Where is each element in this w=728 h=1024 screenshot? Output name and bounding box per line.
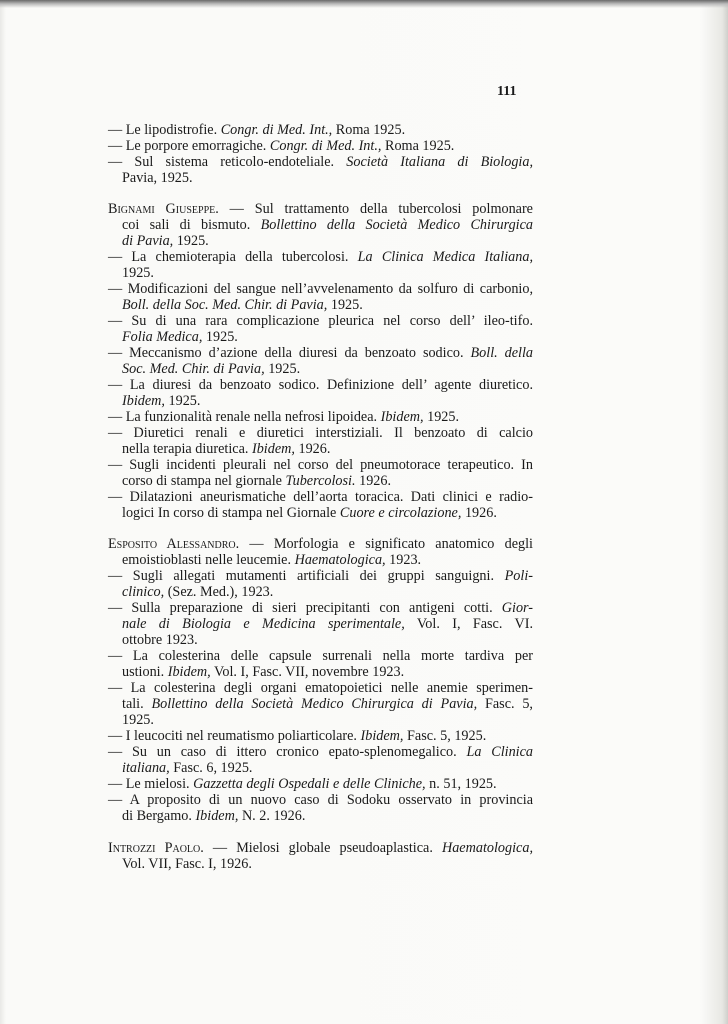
entry-text: — Morfologia e significato anatomico degli — [239, 536, 533, 552]
page-number: 111 — [497, 84, 517, 99]
journal-title: Haematologica, — [294, 552, 386, 568]
bibliography-entry-line — [108, 680, 533, 696]
entry-text: — I leucociti nel reumatismo poliarticolare. — [108, 728, 361, 744]
bibliography-entry-line — [122, 616, 533, 632]
journal-title: Ibidem, — [167, 664, 211, 680]
entry-text: — Le porpore emorragiche. — [108, 138, 270, 154]
bibliography-entry-line — [108, 425, 533, 441]
entry-text: — Le mielosi. — [108, 776, 194, 792]
author-name: Introzzi Paolo. — [108, 840, 204, 856]
journal-title: Congr. di Med. Int., — [220, 122, 333, 138]
entry-text: 1925. — [202, 329, 238, 345]
bibliography-entry-line — [122, 584, 273, 600]
entry-text: 1926. — [355, 473, 392, 489]
journal-title: nale di Biologia e Medicina sperimentale, — [122, 616, 405, 632]
bibliography-entry-line — [122, 265, 154, 281]
entry-text: nella terapia diuretica. — [122, 441, 252, 457]
entry-text: Vol. VII, Fasc. I, 1926. — [122, 856, 252, 872]
bibliography-entry-line — [122, 393, 200, 409]
journal-title: Haematologica, — [441, 840, 533, 856]
entry-text: — Su un caso di ittero cronico epato-splenomegalico. — [108, 744, 467, 760]
journal-title: Poli- — [504, 568, 533, 584]
author-name: Esposito Alessandro. — [108, 536, 240, 552]
entry-text: Pavia, 1925. — [122, 170, 193, 186]
entry-text: — Sulla preparazione di sieri precipitanti con antigeni cotti. — [108, 600, 502, 616]
bibliography-entry-line — [108, 313, 533, 329]
bibliography-entry-line — [108, 792, 533, 808]
entry-text: 1925. — [122, 712, 154, 728]
scan-edge — [0, 0, 728, 8]
entry-text: di Bergamo. — [122, 808, 196, 824]
bibliography-entry-line — [122, 361, 300, 377]
entry-text: 1926. — [461, 505, 497, 521]
entry-text: — La chemioterapia della tubercolosi. — [108, 249, 358, 265]
bibliography-entry-line — [122, 473, 391, 489]
journal-title: Cuore e circolazione, — [339, 505, 462, 521]
journal-title: Tubercolosi. — [285, 473, 356, 489]
entry-text: — A proposito di un nuovo caso di Sodoku osservato in provincia — [108, 792, 533, 808]
journal-title: Società Italiana di Biologia, — [346, 154, 533, 170]
bibliography-entry-line — [122, 696, 533, 712]
entry-text: logici In corso di stampa nel Giornale — [122, 505, 340, 521]
entry-text: 1923. — [385, 552, 422, 568]
entry-text: — Mielosi globale pseudoaplastica. — [203, 840, 442, 856]
entry-text: 1925. — [173, 233, 209, 249]
bibliography-entry-line — [122, 856, 252, 872]
entry-text: — Modificazioni del sangue nell’avvelenamento da solfuro di carbonio, — [108, 281, 533, 297]
journal-title: clinico, — [122, 584, 165, 600]
journal-title: Soc. Med. Chir. di Pavia, — [122, 361, 265, 377]
journal-title: Ibidem, — [195, 808, 239, 824]
entry-text: — Sul sistema reticolo-endoteliale. — [108, 154, 347, 170]
bibliography-entry-line — [108, 345, 533, 361]
bibliography-entry-line — [122, 441, 330, 457]
bibliography-entry-line — [122, 217, 533, 233]
bibliography-entry-line — [122, 552, 421, 568]
entry-text: tali. — [122, 696, 152, 712]
entry-text: Fasc. 5, 1925. — [403, 728, 487, 744]
bibliography-entry-line — [108, 409, 459, 425]
bibliography-entry-line — [108, 648, 533, 664]
journal-title: di Pavia, — [122, 233, 174, 249]
bibliography-entry-line — [108, 840, 533, 856]
entry-text: Fasc. 5, — [477, 696, 533, 712]
entry-text: — La colesterina degli organi ematopoietici nelle anemie sperimen- — [108, 680, 533, 696]
entry-text: Vol. I, Fasc. VI. — [404, 616, 533, 632]
bibliography-entry-line — [108, 489, 533, 505]
entry-text: 1925. — [164, 393, 201, 409]
bibliography-entry-line — [122, 170, 193, 186]
entry-text: Fasc. 6, 1925. — [169, 760, 253, 776]
entry-text: — Meccanismo d’azione della diuresi da benzoato sodico. — [108, 345, 471, 361]
entry-text: — Diuretici renali e diuretici interstiziali. Il benzoato di calcio — [108, 425, 533, 441]
entry-text: — Sugli incidenti pleurali nel corso del pneumotorace terapeutico. In — [108, 457, 533, 473]
entry-text: corso di stampa nel giornale — [122, 473, 286, 489]
journal-title: Bollettino della Società Medico Chirurgica — [260, 217, 533, 233]
journal-title: Bollettino della Società Medico Chirurgica di Pavia, — [151, 696, 478, 712]
entry-text: ustioni. — [122, 664, 168, 680]
journal-title: italiana, — [122, 760, 170, 776]
bibliography-entry-line — [122, 632, 198, 648]
journal-title: Gior- — [501, 600, 533, 616]
bibliography-entry-line — [122, 329, 238, 345]
bibliography-entry-line — [108, 536, 533, 552]
bibliography-entry-line — [122, 664, 404, 680]
entry-text: 1925. — [327, 297, 363, 313]
bibliography-entry-line — [122, 808, 305, 824]
bibliography-entry-line — [108, 744, 533, 760]
journal-title: Congr. di Med. Int., — [269, 138, 382, 154]
entry-text: ottobre 1923. — [122, 632, 198, 648]
entry-text: — La funzionalità renale nella nefrosi lipoidea. — [108, 409, 381, 425]
journal-title: Folia Medica, — [122, 329, 203, 345]
bibliography-entry-line — [122, 760, 252, 776]
entry-text: Roma 1925. — [381, 138, 455, 154]
entry-text: — Su di una rara complicazione pleurica nel corso dell’ ileo-tifo. — [108, 313, 533, 329]
entry-text: 1926. — [294, 441, 331, 457]
bibliography-entry-line — [122, 712, 154, 728]
bibliography-entry-line — [122, 233, 209, 249]
entry-text: — Le lipodistrofie. — [108, 122, 221, 138]
bibliography-entry-line — [108, 249, 533, 265]
journal-title: Ibidem, — [380, 409, 424, 425]
author-name: Bignami Giuseppe. — [108, 201, 219, 217]
journal-title: Boll. della Soc. Med. Chir. di Pavia, — [122, 297, 328, 313]
bibliography-entry-line — [108, 281, 533, 297]
entry-text: — Dilatazioni aneurismatiche dell’aorta toracica. Dati clinici e radio- — [108, 489, 533, 505]
bibliography-entry-line — [108, 776, 497, 792]
bibliography-entry-line — [108, 154, 533, 170]
bibliography-entry-line — [108, 201, 533, 217]
entry-text: — Sugli allegati mutamenti artificiali dei gruppi sanguigni. — [108, 568, 505, 584]
entry-text: 1925. — [264, 361, 301, 377]
bibliography-entry-line — [108, 457, 533, 473]
entry-text: Vol. I, Fasc. VII, novembre 1923. — [210, 664, 405, 680]
entry-text: (Sez. Med.), 1923. — [164, 584, 274, 600]
bibliography-entry-line — [108, 138, 454, 154]
bibliography-entry-line — [108, 728, 486, 744]
entry-text: N. 2. 1926. — [238, 808, 306, 824]
bibliography-entry-line — [108, 600, 533, 616]
bibliography-entry-line — [108, 377, 533, 393]
journal-title: Ibidem, — [360, 728, 404, 744]
journal-title: La Clinica Medica Italiana, — [357, 249, 533, 265]
journal-title: La Clinica — [466, 744, 534, 760]
journal-title: Boll. della — [470, 345, 534, 361]
entry-text: — Sul trattamento della tubercolosi polmonare — [218, 201, 533, 217]
entry-text: n. 51, 1925. — [425, 776, 497, 792]
bibliography-entry-line — [108, 568, 533, 584]
bibliography-entry-line — [122, 297, 363, 313]
journal-title: Gazzetta degli Ospedali e delle Cliniche, — [193, 776, 426, 792]
journal-title: Ibidem, — [251, 441, 295, 457]
entry-text: — La colesterina delle capsule surrenali nella morte tardiva per — [108, 648, 533, 664]
bibliography-entry-line — [122, 505, 497, 521]
entry-text: emoistioblasti nelle leucemie. — [122, 552, 295, 568]
entry-text: Roma 1925. — [332, 122, 406, 138]
entry-text: 1925. — [423, 409, 460, 425]
entry-text: — La diuresi da benzoato sodico. Definizione dell’ agente diuretico. — [108, 377, 533, 393]
journal-title: Ibidem, — [122, 393, 165, 409]
entry-text: coi sali di bismuto. — [122, 217, 261, 233]
bibliography-entry-line — [108, 122, 405, 138]
entry-text: 1925. — [122, 265, 154, 281]
